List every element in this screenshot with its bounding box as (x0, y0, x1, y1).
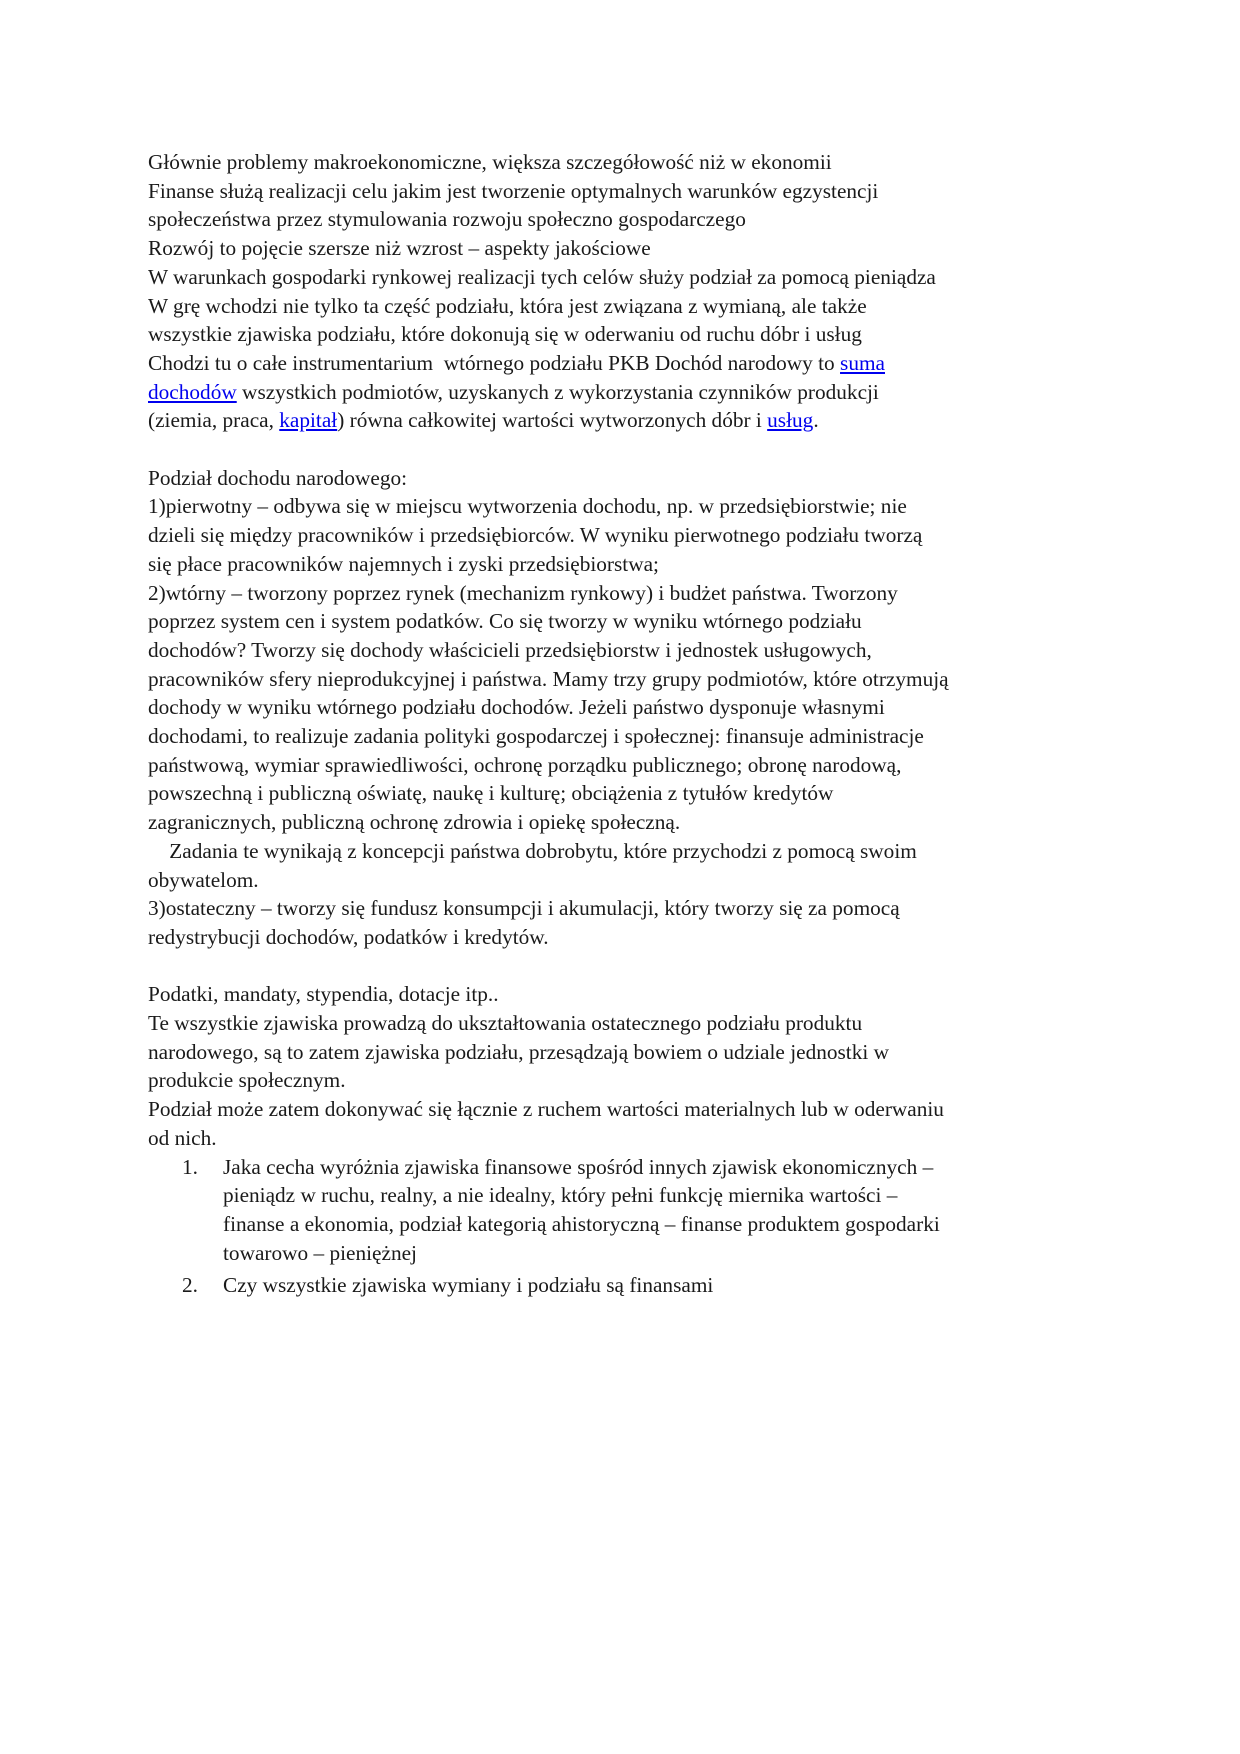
text-line: Zadania te wynikają z koncepcji państwa dobrobytu, które przychodzi z pomocą swoim (148, 838, 917, 863)
list-item (148, 1271, 1108, 1300)
text-line: od nich. (148, 1125, 217, 1150)
text-line: Głównie problemy makroekonomiczne, większa szczegółowość niż w ekonomii (148, 150, 832, 174)
text-line-pkb-3 (148, 406, 1108, 435)
text-line: towarowo – pieniężnej (223, 1240, 417, 1265)
text-line: Jaka cecha wyróżnia zjawiska finansowe spośród innych zjawisk ekonomicznych – (223, 1154, 934, 1179)
text-line: obywatelom. (148, 867, 259, 892)
link-dochodow[interactable]: dochodów (148, 379, 237, 404)
text-line-pkb-1 (148, 349, 1108, 378)
text-line: Czy wszystkie zjawiska wymiany i podziału są finansami (223, 1273, 714, 1298)
text-line: produkcie społecznym. (148, 1068, 346, 1093)
questions-list (148, 1153, 1108, 1301)
blank-line (148, 952, 1108, 981)
taxes-paragraph (148, 980, 1108, 1152)
text-line: pracowników sfery nieprodukcyjnej i państwa. Mamy trzy grupy podmiotów, które otrzymują (148, 666, 949, 691)
text-line: 1)pierwotny – odbywa się w miejscu wytworzenia dochodu, np. w przedsiębiorstwie; nie (148, 494, 907, 519)
link-kapital[interactable]: kapitał (279, 408, 338, 433)
pkb-text: wszystkich podmiotów, uzyskanych z wykorzystania czynników produkcji (236, 379, 879, 404)
text-line: finanse a ekonomia, podział kategorią ahistoryczną – finanse produktem gospodarki (223, 1211, 940, 1236)
text-line: 2)wtórny – tworzony poprzez rynek (mechanizm rynkowy) i budżet państwa. Tworzony (148, 580, 898, 605)
text-line: wszystkie zjawiska podziału, które dokonują się w oderwaniu od ruchu dóbr i usług (148, 322, 862, 347)
text-line: redystrybucji dochodów, podatków i kredytów. (148, 924, 549, 949)
text-line: dochodów? Tworzy się dochody właścicieli przedsiębiorstw i jednostek usługowych, (148, 637, 872, 662)
list-number: 1. (182, 1154, 198, 1179)
text-line: W warunkach gospodarki rynkowej realizacji tych celów służy podział za pomocą pieniądza (148, 264, 936, 289)
text-line-pkb-2 (148, 378, 1108, 407)
text-line: Finanse służą realizacji celu jakim jest tworzenie optymalnych warunków egzystencji (148, 178, 879, 203)
pkb-text: (ziemia, praca, (148, 408, 280, 433)
text-line: państwową, wymiar sprawiedliwości, ochronę porządku publicznego; obronę narodową, (148, 752, 902, 777)
link-uslug[interactable]: usług (767, 408, 814, 433)
list-number: 2. (182, 1273, 198, 1298)
pkb-text: ) równa całkowitej wartości wytworzonych dóbr i (337, 408, 768, 433)
text-line: dochody w wyniku wtórnego podziału dochodów. Jeżeli państwo dysponuje własnymi (148, 695, 885, 720)
pkb-text: . (813, 408, 819, 433)
text-line: poprzez system cen i system podatków. Co się tworzy w wyniku wtórnego podziału (148, 609, 862, 634)
text-line: W grę wchodzi nie tylko ta część podziału, która jest związana z wymianą, ale także (148, 293, 867, 318)
text-line: powszechną i publiczną oświatę, naukę i kulturę; obciążenia z tytułów kredytów (148, 781, 834, 806)
text-line: zagranicznych, publiczną ochronę zdrowia i opiekę społeczną. (148, 810, 681, 835)
text-line: się płace pracowników najemnych i zyski przedsiębiorstwa; (148, 551, 659, 576)
pkb-text: Chodzi tu o całe instrumentarium wtórnego podziału PKB Dochód narodowy to (148, 350, 841, 375)
text-line: Podatki, mandaty, stypendia, dotacje itp.. (148, 982, 499, 1007)
list-item (148, 1153, 1108, 1268)
text-line: narodowego, są to zatem zjawiska podziału, przesądzają bowiem o udziale jednostki w (148, 1039, 889, 1064)
income-distribution-section (148, 464, 1108, 952)
section-heading: Podział dochodu narodowego: (148, 465, 408, 490)
text-line: Rozwój to pojęcie szersze niż wzrost – aspekty jakościowe (148, 236, 651, 261)
text-line: dochodami, to realizuje zadania polityki gospodarczej i społecznej: finansuje administracje (148, 724, 924, 749)
link-suma[interactable]: suma (840, 350, 885, 375)
intro-paragraph (148, 148, 1108, 435)
text-line: 3)ostateczny – tworzy się fundusz konsumpcji i akumulacji, który tworzy się za pomocą (148, 896, 900, 921)
text-line: Podział może zatem dokonywać się łącznie z ruchem wartości materialnych lub w oderwaniu (148, 1097, 944, 1122)
text-line: społeczeństwa przez stymulowania rozwoju społeczno gospodarczego (148, 207, 746, 232)
text-line: Te wszystkie zjawiska prowadzą do ukształtowania ostatecznego podziału produktu (148, 1011, 863, 1036)
document-page (148, 148, 1108, 1304)
text-line: dzieli się między pracowników i przedsiębiorców. W wyniku pierwotnego podziału tworzą (148, 523, 923, 548)
blank-line (148, 435, 1108, 464)
text-line: pieniądz w ruchu, realny, a nie idealny, który pełni funkcję miernika wartości – (223, 1183, 898, 1208)
